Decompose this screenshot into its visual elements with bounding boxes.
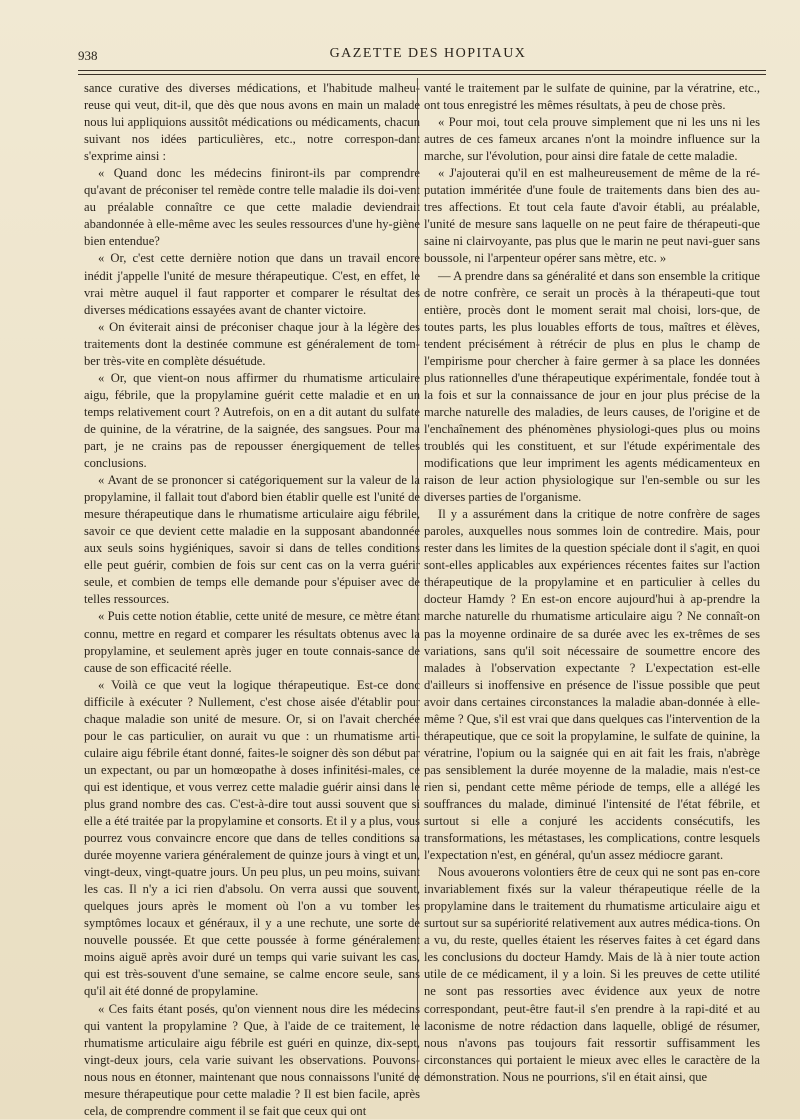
paragraph: « On éviterait ainsi de préconiser chaque jour à la légère des traitements dont la destinée commune est généralement de tom-ber très-vite en complète désuétude.	[84, 319, 420, 368]
paragraph: « Avant de se prononcer si catégoriquement sur la valeur de la propylamine, il fallait tout d'abord bien établir quelle est l'unité de mesure thérapeutique dans le rhumatisme articulaire aigu fébrile, savoir ce que devient cette maladie en la supposant abandonnée aux seuls soins hygiéniques, savoir si dans de telles conditions elle peut guérir, combien de fois sur cent cas on la verra guérir seule, et combien de temps elle demande pour s'épuiser avec de telles ressources.	[84, 473, 420, 607]
paragraph: « Puis cette notion établie, cette unité de mesure, ce mètre étant connu, mettre en regard et comparer les résultats obtenus avec la propylamine, et seulement après juger en toute connais-sance de cause de son efficacité réelle.	[84, 609, 420, 675]
paragraph: Nous avouerons volontiers être de ceux qui ne sont pas en-core invariablement fixés sur la valeur thérapeutique réelle de la propylamine dans le traitement du rhumatisme articulaire aigu et surtout sur sa supériorité relativement aux autres médica-tions. On a vu, du reste, quelles étaient les réserves faites à cet égard dans les conclusions du docteur Hamdy. Mais de là à nier toute action utile de ce médicament, il y a loin. Si les preuves de cette utilité ne sont pas ressorties avec évidence aux yeux de notre correspondant, peut-être faut-il s'en prendre à la rapi-dité et au laconisme de notre rédaction dans laquelle, obligé de résumer, nous n'avons pas toujours fait ressortir suffisamment les circonstances qui portaient le mieux avec elles le caractère de la démonstration. Nous ne pourrions, s'il en était ainsi, que	[424, 865, 760, 1084]
paragraph: Il y a assurément dans la critique de notre confrère de sages paroles, auxquelles nous sommes loin de contredire. Mais, pour rester dans les limites de la question spéciale dont il s'agit, en quoi sont-elles applicables aux expériences récentes faites sur l'action thérapeutique de la propylamine et en particulier à celles du docteur Hamdy ? En est-on encore aujourd'hui à ap-prendre la marche naturelle du rhumatisme articulaire aigu ? Ne connaît-on pas la moyenne ordinaire de sa durée avec les ex-trêmes de ses variations, sans qu'il soit nécessaire de soumettre encore des malades à l'observation expectante ? L'expectation est-elle d'ailleurs si inoffensive en présence de l'issue possible que peut avoir dans certaines circonstances la maladie aban-donnée à elle-même ? Que, s'il est vrai que dans quelques cas l'intervention de la thérapeutique, que ce soit la propylamine, le sulfate de quinine, la vératrine, l'opium ou la saignée qui en ait fait les frais, n'abrège pas sensiblement la durée moyenne de la maladie, mais n'est-ce rien si, pendant cette même période de temps, elle a allégé les souffrances du malade, diminué l'intensité de l'état fébrile, et surtout si elle a conjuré les accidents consécutifs, les transformations, les métastases, les complications, contre lesquels l'expectation n'est, en général, qu'un assez médiocre garant.	[424, 507, 760, 863]
paragraph: « J'ajouterai qu'il en est malheureusement de même de la ré-putation imméritée d'une foule de traitements dans bien des au-tres affections. Et tout cela faute d'avoir établi, au préalable, l'unité de mesure sans laquelle on ne peut faire de thérapeuti-que saine ni clairvoyante, pas plus que le marin ne peut navi-guer sans boussole, ni l'arpenteur opérer sans mètre, etc. »	[424, 166, 760, 266]
paragraph: « Pour moi, tout cela prouve simplement que ni les uns ni les autres de ces fameux arcanes n'ont la moindre influence sur la marche, sur l'évolution, pour ainsi dire fatale de cette maladie.	[424, 115, 760, 164]
left-column	[84, 80, 420, 1120]
paragraph: « Voilà ce que veut la logique thérapeutique. Est-ce donc difficile à exécuter ? Nullement, c'est chose aisée d'établir pour chaque maladie son unité de mesure. Or, si on l'avait cherchée pour le cas particulier, on aurait vu que : un rhumatisme arti-culaire aigu fébrile étant donné, faites-le soigner dès son début par un expectant, ou par un homœopathe à doses infinitési-males, ce qui est identique, et vous verrez cette maladie guérir ainsi dans le plus grand nombre des cas. C'est-à-dire tout aussi souvent que si elle a été traitée par la propylamine et consorts. Et il y a plus, vous pourrez vous convaincre encore que dans de telles conditions sa durée moyenne variera généralement de quinze jours à vingt et un, vingt-deux, vingt-quatre jours. Un peu plus, un peu moins, suivant les cas. Il n'y a ici rien d'absolu. On verra aussi que souvent, quelques jours après le moment où l'on a vu tomber les symptômes locaux et généraux, il y a une rechute, une sorte de nouvelle poussée. Et que cette poussée à forme généralement moins aiguë après avoir duré un temps qui varie suivant les cas, qui est très-souvent d'une semaine, se calme encore seule, sans qu'il ait été donné de propylamine.	[84, 677, 420, 999]
paragraph: « Ces faits étant posés, qu'on viennent nous dire les médecins qui vantent la propylamine ? Que, à l'aide de ce traitement, le rhumatisme articulaire aigu fébrile est guéri en quinze, dix-sept, vingt-deux jours, cela varie suivant les observations. Pouvons-nous nous en étonner, maintenant que nous connaissons l'unité de mesure thérapeutique pour cette maladie ? Il est bien facile, après cela, de comprendre comment il se fait que ceux qui ont	[84, 1001, 420, 1118]
page-header	[78, 44, 778, 68]
paragraph: sance curative des diverses médications, et l'habitude malheu-reuse qui veut, dit-il, que dès que nous avons en main un malade nous lui appliquions aussitôt médications ou médicaments, chacun suivant nos idées particulières, etc., notre correspon-dant s'exprime ainsi :	[84, 81, 420, 164]
paragraph: — A prendre dans sa généralité et dans son ensemble la critique de notre confrère, ce serait un procès à la thérapeuti-que tout entière, procès dont le moment serait mal choisi, lors-que, de toutes parts, les plus louables efforts de tous, maîtres et élèves, tendent précisément à rétrécir de plus en plus le champ de l'empirisme pour chercher à faire germer à sa place les données plus rationnelles d'une thérapeutique expérimentale, fondée tout à la fois et sur la connaissance de jour en jour plus précise de la marche naturelle des maladies, de leurs causes, de l'origine et de l'enchaînement des phénomènes physiologi-ques plus ou moins troublés qui les constituent, et sur l'étude expérimentale des modifications que leur impriment les agents médicamenteux en raison de leur action physiologique sur l'en-semble ou sur les diverses parties de l'organisme.	[424, 268, 760, 505]
paragraph: « Or, c'est cette dernière notion que dans un travail encore inédit j'appelle l'unité de mesure thérapeutique. C'est, en effet, le vrai mètre auquel il faut rapporter et comparer le résultat des diverses médications essayées avant de chanter victoire.	[84, 251, 420, 317]
column-divider	[417, 78, 418, 1083]
paragraph: vanté le traitement par le sulfate de quinine, par la vératrine, etc., ont tous enregistré les mêmes résultats, à peu de chose près.	[424, 81, 760, 113]
paragraph: « Or, que vient-on nous affirmer du rhumatisme articulaire aigu, fébrile, que la propylamine guérit cette maladie et en un temps relativement court ? Autrefois, on en a dit autant du sulfate de quinine, de la vératrine, de la saignée, des sangsues. Pour ma part, je ne crains pas de repousser énergiquement de telles conclusions.	[84, 370, 420, 471]
page-number: 938	[78, 48, 98, 63]
journal-title: GAZETTE DES HOPITAUX	[329, 46, 527, 61]
right-column	[424, 80, 760, 1086]
paragraph: « Quand donc les médecins finiront-ils par comprendre qu'avant de préconiser tel remède contre telle maladie ils doi-vent au préalable connaître ce que cette maladie deviendrait abandonnée à elle-même avec les seules ressources d'une hy-giène bien entendue?	[84, 166, 420, 249]
header-rule	[78, 70, 766, 71]
header-rule-thin	[78, 74, 766, 75]
